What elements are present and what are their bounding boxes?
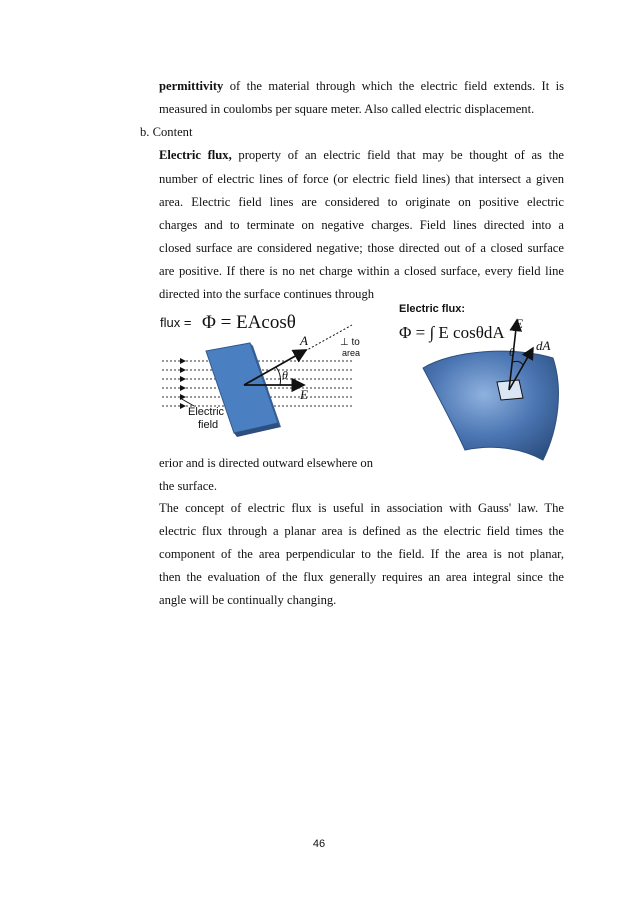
- flux-planar-figure: [158, 303, 383, 443]
- section-heading: b. Content: [140, 125, 193, 139]
- term-electric-flux: Electric flux,: [159, 148, 232, 162]
- label-dA: dA: [536, 338, 551, 353]
- label-E: E: [300, 387, 308, 402]
- formula-prefix: flux =: [160, 315, 192, 330]
- term-permittivity: permittivity: [159, 79, 224, 93]
- flux-formula: Φ = EAcosθ: [202, 312, 296, 333]
- paragraph-line: measured in coulombs per square meter. Also called electric displacement.: [159, 102, 535, 116]
- figure-title: Electric flux:: [399, 303, 466, 315]
- label-theta: θ: [509, 345, 515, 359]
- paragraph-line: component of the area perpendicular to the field. If the area is not planar,: [159, 547, 564, 561]
- paragraph-line: [159, 78, 564, 94]
- paragraph-line: electric flux through a planar area is defined as the electric field times the: [159, 524, 564, 538]
- paragraph-text: property of an electric field that may be thought of as the: [231, 148, 564, 162]
- integral-formula: Φ = ∫ E cosθdA: [399, 323, 505, 342]
- paragraph-line: then the evaluation of the flux generally requires an area integral since the: [159, 570, 564, 584]
- label-perp: ⊥ to: [340, 337, 360, 348]
- flux-integral-figure: [393, 298, 573, 473]
- paragraph-line: [159, 147, 564, 163]
- paragraph-line: erior and is directed outward elsewhere on: [159, 456, 374, 470]
- label-area: area: [342, 348, 361, 358]
- paragraph-line: closed surface are considered negative; those directed out of a closed surface: [159, 241, 564, 255]
- curved-surface: [423, 351, 558, 460]
- page-number: 46: [312, 838, 326, 850]
- label-field: field: [198, 419, 219, 431]
- paragraph-line: number of electric lines of force (or electric field lines) that intersect a given: [159, 172, 564, 186]
- label-theta: θ: [282, 368, 288, 382]
- paragraph-line: are positive. If there is no net charge within a closed surface, every field line: [159, 264, 564, 278]
- paragraph-text: of the material through which the electric field extends. It is: [223, 79, 564, 93]
- paragraph-line: the surface.: [159, 479, 218, 493]
- paragraph-line: directed into the surface continues through: [159, 287, 375, 301]
- label-E: E: [515, 316, 523, 331]
- paragraph-line: charges and to terminate on negative charges. Field lines directed into a: [159, 218, 564, 232]
- label-A: A: [300, 333, 308, 348]
- label-electric: Electric: [188, 406, 225, 418]
- paragraph-line: The concept of electric flux is useful in association with Gauss' law. The: [159, 501, 564, 515]
- paragraph-line: area. Electric field lines are considered to originate on positive electric: [159, 195, 564, 209]
- paragraph-line: angle will be continually changing.: [159, 593, 337, 607]
